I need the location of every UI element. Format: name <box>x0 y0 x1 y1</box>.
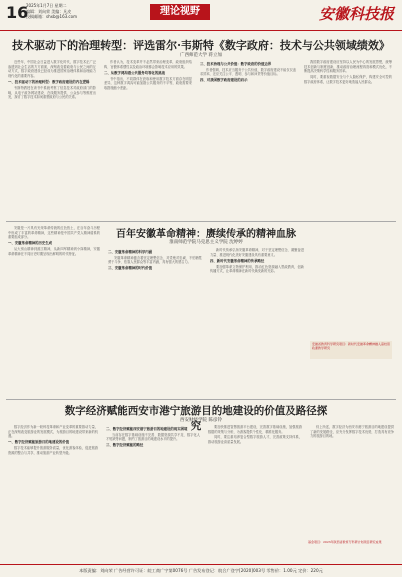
article3-fund-note: 基金项目：2023年陕西省教育厅科研计划项目研究成果 <box>308 540 382 544</box>
article2-title: 百年安徽革命精神：赓续传承的精神血脉 <box>116 229 296 240</box>
paragraph: 要加快推进智慧旅游平台建设，完善数字基础设施，加强旅游数据的采集与分析，为游客提供个性化、精准化服务。 <box>208 425 302 434</box>
paragraph: 安徽是一片具有光荣革命传统的红色热土，在百年奋斗历程中形成了丰富的革命精神，这些精神是中国共产党人精神谱系的重要组成部分。 <box>8 226 100 240</box>
issue-date: 2025年1月7日 星期二 <box>26 3 67 8</box>
article1-col1 <box>8 60 96 220</box>
issue-meta <box>26 3 77 20</box>
issue-email: 投稿邮箱：shxb@163.com <box>26 14 77 19</box>
article2-col3 <box>210 248 304 396</box>
subheading: 一、安徽革命精神的历史生成 <box>8 241 53 246</box>
paragraph: 同时，要注重培养复合型数字旅游人才，完善政策支持体系，推动旅游业高质量发展。 <box>208 435 302 444</box>
paragraph: 数字经济作为新一轮科技革命和产业变革的重要推动力量，正在深刻改变旅游业的发展模式，为旅游目的地建设带来新的机遇。 <box>8 425 98 439</box>
paragraph: 韦斯特教授在该书中系统考察了信息技术对政府部门的影响，从电子政务网站建设、在线服务提供、公众参与等维度出发，探讨了数字技术如何重塑政府与公民的关系。 <box>8 85 96 100</box>
article1-col4 <box>304 60 392 220</box>
subheading: 三、数字经济赋能的路径 <box>106 443 144 448</box>
section-label: 理论视野 <box>150 4 210 20</box>
article1-col2 <box>104 60 192 220</box>
paragraph: 当前存在数字基础设施不完善、数据资源共享不足、数字化人才短缺等问题，制约了旅游目的地建设水平的提升。 <box>106 432 200 442</box>
page-header <box>0 0 402 31</box>
paragraph: 我国数字政府建设应坚持以人民为中心的发展思想，统筹技术创新与制度创新，推动政府治理流程再造和模式优化，不断提高决策科学性和服务效率。 <box>304 60 392 74</box>
paragraph: 综上所述，数字经济为西安市港宁旅游目的地建设提供了新的发展路径，应充分发挥数字技术优势，打造具有竞争力的旅游目的地。 <box>310 425 394 439</box>
subheading: 二、安徽革命精神的科学内涵 <box>108 249 153 254</box>
paragraph: 书中指出，不同群体在获取和使用数字技术方面存在明显差异，这种数字鸿沟可能加剧公共服务的不平等，政府需要采取措施缩小差距。 <box>104 76 192 90</box>
article1-title: 技术驱动下的治理转型：评选雷尔·韦斯特《数字政府：技术与公共领域绩效》 <box>12 39 390 52</box>
paragraph: 作者强调，技术应当服务于公共价值，数字政府建设不能仅仅追求效率，还应关注公平、透明、参与和问责等价值目标。 <box>200 67 296 77</box>
paragraph: 要加强革命文物保护利用，推动红色资源融入思政教育，创新传播方式，让革命精神在新时代焕发新的光彩。 <box>210 264 304 274</box>
paragraph: 作者认为，技术变革并不必然带来治理变革，政府组织结构、官僚体系惯性以及政治环境都会影响技术应用的效果。 <box>104 60 192 69</box>
paragraph: 安徽革命精神蕴含着坚定理想信念、对党绝对忠诚、不怕牺牲勇于斗争、依靠人民群众等丰富内涵，具有强大的感召力。 <box>108 255 202 265</box>
article3-col4 <box>310 425 394 535</box>
paragraph: 从大别山精神到渡江精神，从新四军精神到小岗精神，安徽革命精神在不同历史时期呈现出鲜明的时代特征。 <box>8 247 100 256</box>
subheading: 四、新时代安徽革命精神的传承路径 <box>210 258 265 263</box>
article1-col3 <box>200 60 296 220</box>
article3-col3 <box>208 425 302 561</box>
divider <box>6 399 396 400</box>
subheading: 四、对我国数字政府建设的启示 <box>200 78 248 83</box>
article2-col1 <box>8 226 100 396</box>
article3-col1 <box>8 425 98 561</box>
subheading: 一、技术驱动下的治理转型：数字政府建设的内在逻辑 <box>8 79 90 84</box>
issue-editors: 编辑：刘向荣 美编：凡皮 <box>26 8 72 14</box>
paragraph: 新时代传承弘扬安徽革命精神，对于坚定理想信念、凝聚奋进力量、推进现代化美好安徽建设具有重要意义。 <box>210 248 304 257</box>
subheading: 二、数字经济赋能西安港宁旅游目的地建设的现实困境 <box>106 426 188 431</box>
newspaper-logo: 安徽科技报 <box>318 5 394 23</box>
article2-byline: 淮南师范学院马克思主义学院 沈婷婷 <box>169 240 243 245</box>
paragraph: 数字技术能够提升旅游服务质量，优化游客体验，促进旅游资源的整合与共享，推动旅游产业转型升级。 <box>8 446 98 455</box>
article1-byline: 广西师范大学 蒋立加 <box>180 53 222 58</box>
subheading: 三、安徽革命精神的时代价值 <box>108 266 153 271</box>
article3-col2 <box>106 425 200 561</box>
subheading: 一、数字经济赋能旅游目的地建设的价值 <box>8 440 70 445</box>
article2-col2 <box>108 248 202 396</box>
article3-byline: 西安财经学院 陈彦铃 <box>180 418 222 423</box>
paragraph: 近些年，中国社会日益进入数字化时代，数字技术正广泛渗透到社会生活的方方面面，深刻改变着政府与公民之间的互动方式，数字政府建设已经成为推进国家治理体系和治理能力现代化的重要内容。 <box>8 60 96 78</box>
subheading: 二、从数字鸿沟看公共服务均等化的挑战 <box>104 70 166 75</box>
page-number: 16 <box>6 3 29 22</box>
article2-fund-note: 安徽省教育科学研究项目：新时代安徽革命精神融入高校思政课教学研究 <box>310 341 392 359</box>
page-footer: 本版责编：刘向荣 广告经营许可证：皖工商广字第0076号 广告发布登记：皖合广登字[2020]003号 零售价：1.00元 定价：220元 <box>0 564 402 577</box>
paragraph: 同时，要重视数据安全与个人隐私保护，构建安全可控的数字政府体系，让数字技术更好地造福人民群众。 <box>304 74 392 84</box>
subheading: 三、技术治理与公共价值：数字政府的价值边界 <box>200 61 272 66</box>
divider <box>6 221 396 222</box>
article3-title: 数字经济赋能西安市港宁旅游目的地建设的价值及路径探究 <box>64 405 328 432</box>
